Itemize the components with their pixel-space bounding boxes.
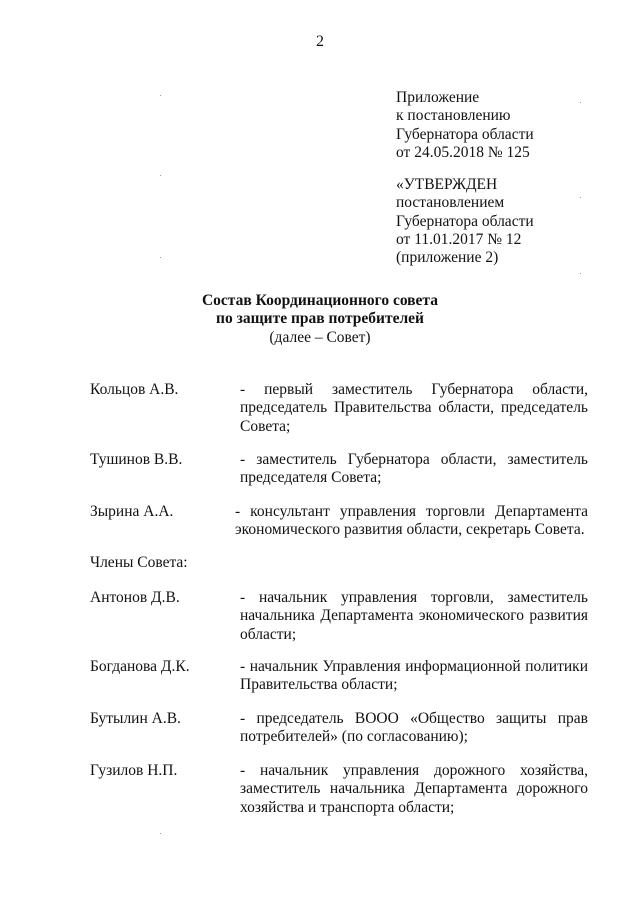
title-line-1: Состав Координационного совета (201, 292, 438, 309)
member-role-line: - председатель ВООО «Общество защиты прав (240, 710, 588, 727)
member-role-line: хозяйства и транспорта области; (240, 798, 455, 816)
member-name: Бутылин А.В. (90, 710, 181, 727)
title-line-2: по защите прав потребителей (216, 310, 424, 328)
member-role-line: экономического развития области, секретарь Совета. (235, 521, 585, 539)
scan-speck (160, 833, 161, 834)
member-role (240, 710, 588, 747)
member-name: Кольцов А.В. (90, 381, 179, 398)
member-role (235, 503, 588, 540)
approved-line: (приложение 2) (396, 249, 499, 267)
member-role (240, 381, 588, 436)
member-role-line: заместитель начальника Департамента дорожного (240, 780, 588, 798)
approved-line: Губернатора области (396, 212, 534, 230)
appendix-line: Губернатора области (396, 125, 534, 143)
member-role-line: - начальник управления дорожного хозяйства, (240, 762, 588, 779)
member-name: Богданова Д.К. (90, 658, 190, 675)
member-role (240, 589, 588, 644)
scan-speck (580, 197, 581, 198)
scan-speck (160, 257, 161, 258)
page-number: 2 (316, 33, 324, 50)
approved-line: постановлением (396, 194, 505, 212)
member-role-line: начальника Департамента экономического развития (240, 607, 588, 625)
appendix-line: Приложение (396, 89, 480, 106)
member-role-line: Совета; (240, 417, 291, 435)
member-role (240, 658, 588, 695)
member-role-line: председатель Правительства области, председатель (240, 399, 588, 417)
scan-speck (580, 273, 581, 274)
member-role (240, 762, 588, 817)
title-line-3: (далее – Совет) (269, 328, 371, 346)
appendix-line: к постановлению (396, 107, 511, 125)
member-role-line: - начальник управления торговли, заместитель (240, 589, 588, 606)
member-role-line: области; (240, 625, 297, 643)
document-title (0, 292, 640, 347)
member-role-line: - начальник Управления информационной политики (240, 658, 588, 675)
approved-line: от 11.01.2017 № 12 (396, 230, 522, 248)
member-name: Тушинов В.В. (90, 451, 183, 468)
member-role-line: потребителей» (по согласованию); (240, 728, 468, 746)
scan-speck (160, 175, 161, 176)
approved-stamp-block (396, 176, 534, 267)
scan-speck (160, 95, 161, 96)
member-name: Зырина А.А. (90, 503, 174, 520)
members-heading: Члены Совета: (90, 554, 188, 571)
member-role-line: председателя Совета; (240, 469, 382, 487)
member-name: Антонов Д.В. (90, 589, 180, 606)
member-role (240, 451, 588, 488)
appendix-header (396, 89, 534, 162)
appendix-line: от 24.05.2018 № 125 (396, 143, 530, 161)
member-role-line: Правительства области; (240, 676, 398, 694)
approved-line: «УТВЕРЖДЕН (396, 176, 498, 193)
scan-speck (580, 102, 581, 103)
member-role-line: - консультант управления торговли Департамента (235, 503, 588, 520)
member-role-line: - заместитель Губернатора области, заместитель (240, 451, 588, 468)
member-role-line: - первый заместитель Губернатора области, (240, 381, 588, 398)
member-name: Гузилов Н.П. (90, 762, 178, 779)
